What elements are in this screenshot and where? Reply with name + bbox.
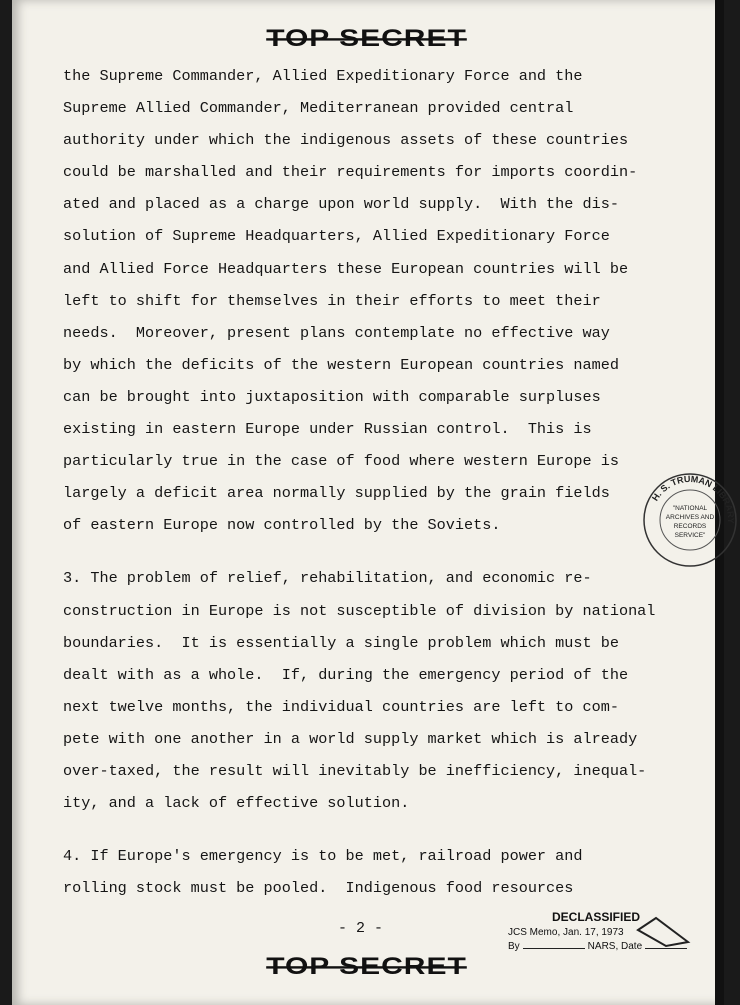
text-line: existing in eastern Europe under Russian control. This is — [63, 420, 592, 439]
text-line: of eastern Europe now controlled by the Soviets. — [63, 516, 501, 535]
text-line: solution of Supreme Headquarters, Allied Expeditionary Force — [63, 227, 610, 246]
text-line: by which the deficits of the western European countries named — [63, 355, 619, 374]
declassification-memo: JCS Memo, Jan. 17, 1973 — [508, 927, 624, 938]
text-line: 4. If Europe's emergency is to be met, railroad power and — [63, 847, 583, 866]
text-line: could be marshalled and their requirements for imports coordin- — [63, 163, 638, 182]
text-line: particularly true in the case of food where western Europe is — [63, 452, 619, 471]
text-line: largely a deficit area normally supplied by the grain fields — [63, 484, 610, 503]
declassified-title: DECLASSIFIED — [552, 910, 641, 924]
text-line: next twelve months, the individual countries are left to com- — [63, 697, 619, 716]
text-line: can be brought into juxtaposition with comparable surpluses — [63, 387, 601, 406]
seal-line-4: SERVICE" — [674, 532, 706, 539]
text-line: left to shift for themselves in their efforts to meet their — [63, 291, 601, 310]
signature-scribble — [523, 948, 585, 949]
text-line: the Supreme Commander, Allied Expeditionary Force and the — [63, 67, 583, 85]
truman-library-seal — [640, 470, 740, 570]
top-secret-footer-stamp: TOP SECRET — [266, 953, 467, 980]
seal-ring-text: H. S. TRUMAN LIBRARY — [649, 473, 737, 524]
text-line: boundaries. It is essentially a single problem which must be — [63, 633, 619, 652]
paragraph-1 — [63, 60, 703, 541]
seal-line-2: ARCHIVES AND — [665, 514, 715, 521]
top-secret-header-stamp: TOP SECRET — [266, 25, 467, 52]
text-line: ity, and a lack of effective solution. — [63, 794, 410, 813]
page-number: - 2 - — [338, 920, 384, 937]
text-line: 3. The problem of relief, rehabilitation, and economic re- — [63, 569, 592, 588]
declassification-by: By — [508, 941, 520, 952]
declassification-nars: NARS, Date — [587, 941, 643, 952]
text-line: ated and placed as a charge upon world supply. With the dis- — [63, 195, 619, 214]
text-line: dealt with as a whole. If, during the emergency period of the — [63, 665, 629, 684]
text-line: needs. Moreover, present plans contemplate no effective way — [63, 323, 610, 342]
paragraph-2 — [63, 562, 703, 819]
text-line: rolling stock must be pooled. Indigenous food resources — [63, 879, 574, 898]
text-line: authority under which the indigenous assets of these countries — [63, 131, 629, 150]
document-body — [63, 60, 703, 904]
text-line: over-taxed, the result will inevitably be inefficiency, inequal- — [63, 761, 647, 780]
paragraph-3 — [63, 840, 703, 904]
seal-line-1: "NATIONAL — [672, 505, 708, 512]
text-line: construction in Europe is not susceptible of division by national — [63, 601, 656, 620]
seal-line-3: RECORDS — [673, 523, 707, 530]
text-line: Supreme Allied Commander, Mediterranean provided central — [63, 99, 574, 118]
text-line: pete with one another in a world supply market which is already — [63, 729, 638, 748]
handwritten-check-mark — [636, 912, 691, 952]
text-line: and Allied Force Headquarters these European countries will be — [63, 259, 629, 278]
